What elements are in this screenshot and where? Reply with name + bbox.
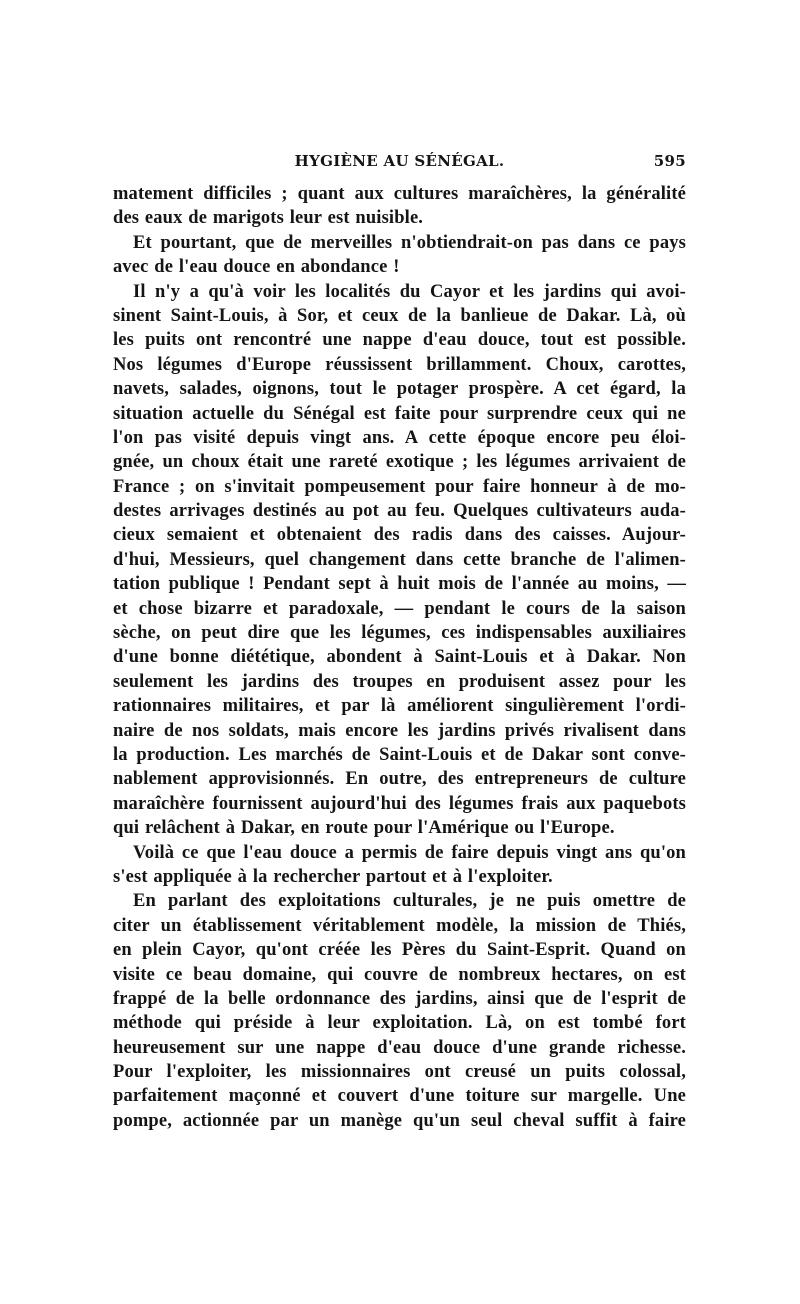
text-line: tation publique ! Pendant sept à huit mois de l'année au moins, —	[113, 574, 686, 595]
text-line: sinent Saint-Louis, à Sor, et ceux de la banlieue de Dakar. Là, où	[113, 305, 686, 326]
text-line: visite ce beau domaine, qui couvre de nombreux hectares, on est	[113, 964, 686, 985]
text-line: Nos légumes d'Europe réussissent brillamment. Choux, carottes,	[113, 354, 686, 375]
text-line: France ; on s'invitait pompeusement pour faire honneur à de mo-	[113, 476, 686, 497]
text-line: l'on pas visité depuis vingt ans. A cette époque encore peu éloi-	[113, 427, 686, 448]
text-line: qui relâchent à Dakar, en route pour l'Amérique ou l'Europe.	[113, 818, 615, 839]
text-line: avec de l'eau douce en abondance !	[113, 257, 400, 278]
body-text	[113, 182, 686, 1133]
text-line: en plein Cayor, qu'ont créée les Pères du Saint-Esprit. Quand on	[113, 940, 686, 961]
text-line: gnée, un choux était une rareté exotique ; les légumes arrivaient de	[113, 452, 686, 473]
text-line: Voilà ce que l'eau douce a permis de faire depuis vingt ans qu'on	[133, 842, 686, 863]
text-line: situation actuelle du Sénégal est faite pour surprendre ceux qui ne	[113, 403, 686, 424]
text-line: heureusement sur une nappe d'eau douce d'une grande richesse.	[113, 1037, 686, 1058]
text-line: Et pourtant, que de merveilles n'obtiendrait-on pas dans ce pays	[133, 232, 686, 253]
text-line: En parlant des exploitations culturales, je ne puis omettre de	[133, 891, 686, 912]
page-number: 595	[653, 152, 686, 170]
text-line: frappé de la belle ordonnance des jardins, ainsi que de l'esprit de	[113, 988, 686, 1009]
running-head	[113, 152, 686, 176]
text-line: rationnaires militaires, et par là améliorent singulièrement l'ordi-	[113, 696, 686, 717]
text-line: la production. Les marchés de Saint-Louis et de Dakar sont conve-	[113, 744, 686, 765]
text-line: d'une bonne diététique, abondent à Saint-Louis et à Dakar. Non	[113, 647, 686, 668]
text-line: cieux semaient et obtenaient des radis dans des caisses. Aujour-	[113, 525, 686, 546]
text-line: d'hui, Messieurs, quel changement dans cette branche de l'alimen-	[113, 549, 686, 570]
text-line: Pour l'exploiter, les missionnaires ont creusé un puits colossal,	[113, 1062, 686, 1083]
text-line: seulement les jardins des troupes en produisent assez pour les	[113, 671, 686, 692]
text-line: destes arrivages destinés au pot au feu. Quelques cultivateurs auda-	[113, 501, 686, 522]
text-line: naire de nos soldats, mais encore les jardins privés rivalisent dans	[113, 720, 686, 741]
running-title: HYGIÈNE AU SÉNÉGAL.	[294, 152, 505, 170]
text-line: nablement approvisionnés. En outre, des entrepreneurs de culture	[113, 769, 686, 790]
text-line: méthode qui préside à leur exploitation. Là, on est tombé fort	[113, 1013, 686, 1034]
text-line: s'est appliquée à la rechercher partout et à l'exploiter.	[113, 866, 553, 887]
text-line: parfaitement maçonné et couvert d'une toiture sur margelle. Une	[113, 1086, 686, 1107]
text-line: citer un établissement véritablement modèle, la mission de Thiés,	[113, 915, 686, 936]
text-line: sèche, on peut dire que les légumes, ces indispensables auxiliaires	[113, 623, 686, 644]
text-line: maraîchère fournissent aujourd'hui des légumes frais aux paquebots	[113, 793, 686, 814]
text-line: matement difficiles ; quant aux cultures maraîchères, la généralité	[113, 184, 686, 204]
text-line: les puits ont rencontré une nappe d'eau douce, tout est possible.	[113, 330, 686, 351]
text-line: et chose bizarre et paradoxale, — pendant le cours de la saison	[113, 598, 686, 619]
text-line: Il n'y a qu'à voir les localités du Cayor et les jardins qui avoi-	[133, 281, 686, 302]
text-line: navets, salades, oignons, tout le potager prospère. A cet égard, la	[113, 379, 686, 400]
text-line: pompe, actionnée par un manège qu'un seul cheval suffit à faire	[113, 1110, 686, 1131]
text-line: des eaux de marigots leur est nuisible.	[113, 208, 424, 229]
